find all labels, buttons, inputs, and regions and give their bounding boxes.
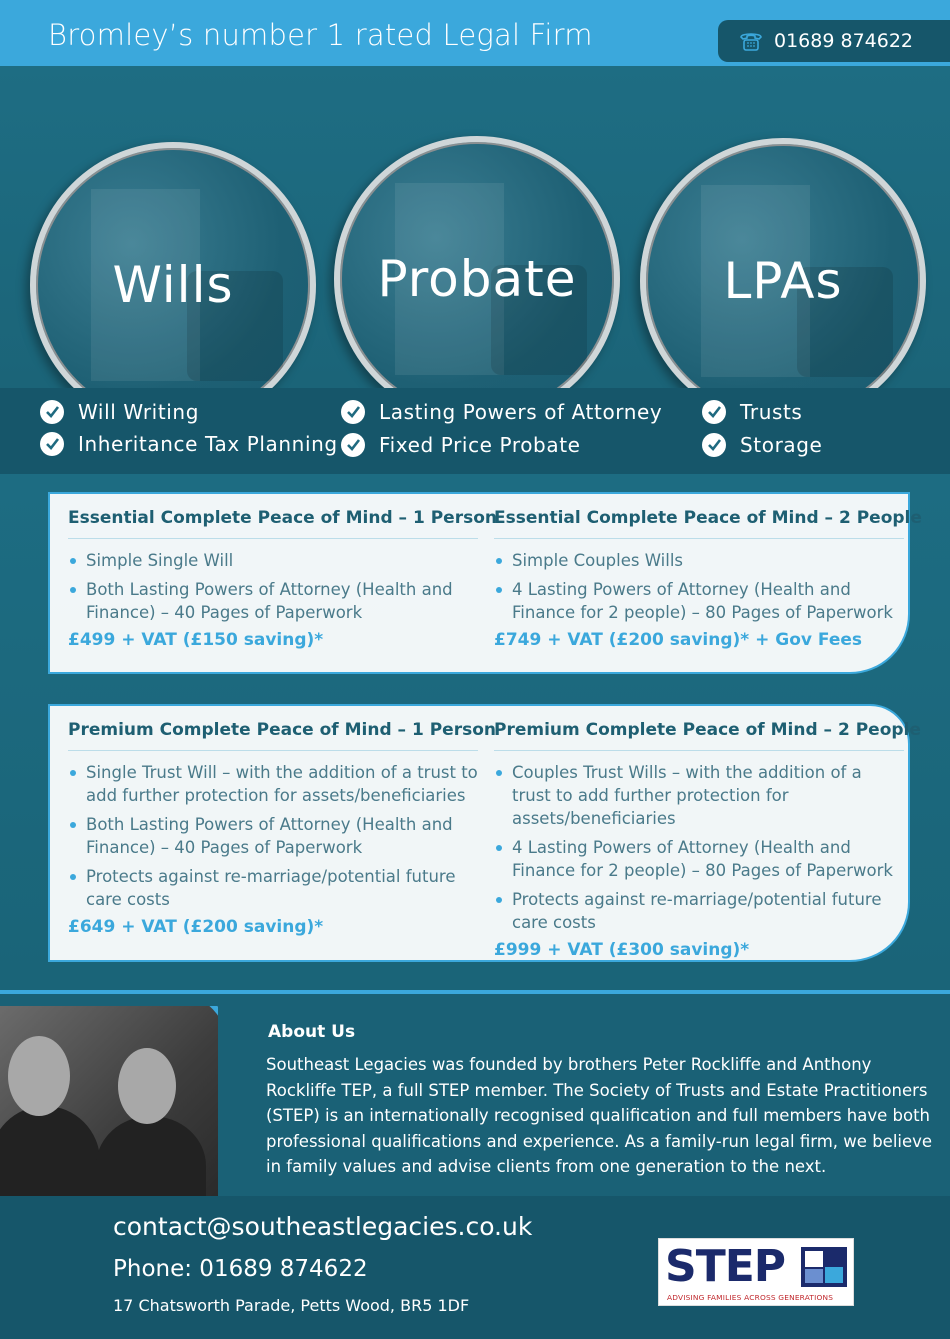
lpas-heading: LPAs	[723, 252, 843, 310]
package-feature: Both Lasting Powers of Attorney (Health and Finance) – 40 Pages of Paperwork	[68, 813, 478, 859]
step-logo-text: STEP	[665, 1241, 786, 1292]
service-label: Trusts	[740, 400, 803, 424]
essential-1-person	[68, 494, 497, 650]
founders-photo	[0, 1006, 218, 1200]
package-feature: Simple Single Will	[68, 549, 478, 572]
package-feature: Couples Trust Wills – with the addition of a trust to add further protection for assets/beneficiaries	[494, 761, 904, 830]
about-section	[0, 990, 950, 1196]
step-mark-icon	[801, 1247, 847, 1287]
check-circle-icon	[702, 400, 726, 424]
package-feature: Single Trust Will – with the addition of a trust to add further protection for assets/beneficiaries	[68, 761, 478, 807]
check-circle-icon	[40, 432, 64, 456]
package-title: Premium Complete Peace of Mind – 2 People	[494, 720, 904, 751]
package-title: Essential Complete Peace of Mind – 2 People	[494, 508, 904, 539]
premium-1-person	[68, 706, 496, 937]
service-item	[702, 433, 822, 457]
phone-icon	[738, 30, 764, 52]
about-heading: About Us	[268, 1022, 356, 1042]
service-label: Fixed Price Probate	[379, 433, 581, 457]
package-price: £999 + VAT (£300 saving)*	[494, 940, 750, 960]
probate-circle	[334, 136, 620, 422]
package-feature: Protects against re-marriage/potential future care costs	[68, 865, 478, 911]
service-item	[341, 400, 662, 424]
check-circle-icon	[702, 433, 726, 457]
lpas-circle	[640, 138, 926, 424]
contact-phone[interactable]: Phone: 01689 874622	[113, 1256, 368, 1282]
service-label: Inheritance Tax Planning	[78, 432, 338, 456]
premium-packages-card	[48, 704, 921, 962]
service-item	[341, 433, 581, 457]
about-body: Southeast Legacies was founded by brothers Peter Rockliffe and Anthony Rockliffe TEP, a full STEP member. The Society of Trusts and Estate Practitioners (STEP) is an internationally recognised qualification and full members have both professional qualifications and experience. As a family-run legal firm, we believe in family values and advise clients from one generation to the next.	[266, 1055, 933, 1176]
service-item	[40, 432, 338, 456]
essential-packages-card	[48, 492, 922, 674]
wills-circle	[30, 142, 316, 428]
probate-heading: Probate	[377, 250, 577, 308]
essential-2-people	[494, 494, 922, 650]
service-item	[40, 400, 199, 424]
step-logo	[658, 1238, 854, 1306]
check-circle-icon	[341, 400, 365, 424]
step-logo-strapline: ADVISING FAMILIES ACROSS GENERATIONS	[667, 1293, 834, 1302]
wills-heading: Wills	[112, 256, 234, 314]
contact-email-link[interactable]: contact@southeastlegacies.co.uk	[113, 1212, 533, 1241]
contact-address: 17 Chatsworth Parade, Petts Wood, BR5 1DF	[113, 1296, 470, 1315]
services-strip	[0, 388, 950, 474]
service-label: Will Writing	[78, 400, 199, 424]
package-feature: 4 Lasting Powers of Attorney (Health and Finance for 2 people) – 80 Pages of Paperwork	[494, 836, 904, 882]
footer	[0, 1196, 950, 1339]
package-title: Premium Complete Peace of Mind – 1 Person	[68, 720, 478, 751]
service-item	[702, 400, 802, 424]
package-feature: Simple Couples Wills	[494, 549, 904, 572]
check-circle-icon	[341, 433, 365, 457]
package-price: £649 + VAT (£200 saving)*	[68, 917, 324, 937]
package-price: £749 + VAT (£200 saving)* + Gov Fees	[494, 630, 862, 650]
package-feature: 4 Lasting Powers of Attorney (Health and Finance for 2 people) – 80 Pages of Paperwork	[494, 578, 904, 624]
package-feature: Protects against re-marriage/potential future care costs	[494, 888, 904, 934]
packages-section	[0, 474, 950, 990]
top-banner	[0, 0, 950, 66]
package-title: Essential Complete Peace of Mind – 1 Person	[68, 508, 478, 539]
check-circle-icon	[40, 400, 64, 424]
header-phone-number[interactable]: 01689 874622	[774, 30, 914, 52]
phone-pill[interactable]	[718, 20, 950, 62]
hero-section	[0, 66, 950, 388]
premium-2-people	[494, 706, 921, 960]
package-feature: Both Lasting Powers of Attorney (Health and Finance) – 40 Pages of Paperwork	[68, 578, 478, 624]
service-label: Lasting Powers of Attorney	[379, 400, 663, 424]
package-price: £499 + VAT (£150 saving)*	[68, 630, 324, 650]
tagline: Bromley’s number 1 rated Legal Firm	[48, 18, 593, 52]
service-label: Storage	[740, 433, 823, 457]
